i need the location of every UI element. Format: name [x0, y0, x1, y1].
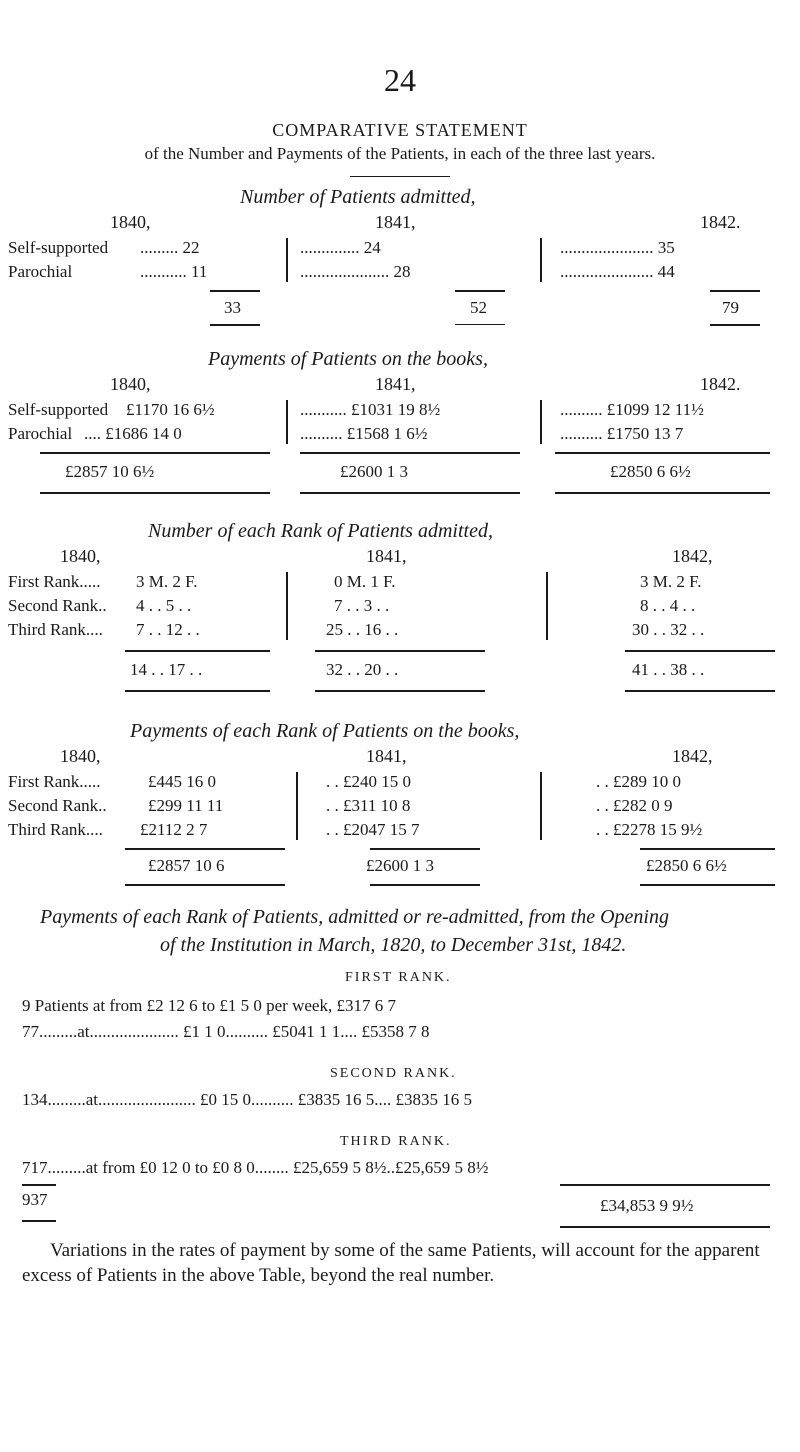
- sec2-sum-rule-2: [300, 452, 520, 454]
- sec1-row2-c2: ..................... 28: [300, 262, 411, 281]
- sec1-year-2: 1841,: [375, 212, 416, 232]
- sec3-row2-label: Second Rank..: [8, 596, 107, 615]
- second-rank-line: 134.........at....................... £0 15 0.......... £3835 16 5.... £3835 16 5: [22, 1090, 473, 1109]
- sec4-row1-c3: . . £289 10 0: [596, 772, 681, 791]
- sec3-end-rule-2: [315, 690, 485, 692]
- sec1-divider-1: [286, 238, 288, 282]
- sec1-sum-rule-3: [710, 290, 760, 292]
- sec4-sum-rule-2: [370, 848, 480, 850]
- sec2-row2-c2: .......... £1568 1 6½: [300, 424, 428, 443]
- first-rank-label: FIRST RANK.: [345, 970, 452, 985]
- sec3-end-rule-3: [625, 690, 775, 692]
- sec1-row1-label: Self-supported: [8, 238, 109, 257]
- sec2-end-rule-1: [40, 492, 270, 494]
- sec4-end-rule-3: [640, 884, 775, 886]
- sec3-divider-2: [546, 572, 548, 640]
- sec3-row2-c1: 4 . . 5 . .: [136, 596, 192, 615]
- sec4-total-1: £2857 10 6: [148, 856, 225, 875]
- sec4-row3-label: Third Rank....: [8, 820, 103, 839]
- sec3-year-3: 1842,: [672, 546, 713, 566]
- sec3-sum-rule-1: [125, 650, 270, 652]
- sec1-row1-c2: .............. 24: [300, 238, 381, 257]
- first-rank-line-1: 9 Patients at from £2 12 6 to £1 5 0 per week, £317 6 7: [22, 996, 396, 1015]
- sec3-row2-c3: 8 . . 4 . .: [640, 596, 696, 615]
- sec3-row1-label: First Rank.....: [8, 572, 101, 591]
- sec5-heading-line2: of the Institution in March, 1820, to December 31st, 1842.: [160, 934, 627, 956]
- sec2-end-rule-3: [555, 492, 770, 494]
- sec3-row3-c3: 30 . . 32 . .: [632, 620, 705, 639]
- sec1-year-1: 1840,: [110, 212, 151, 232]
- sec2-sum-rule-1: [40, 452, 270, 454]
- sec4-total-3: £2850 6 6½: [646, 856, 727, 875]
- sec3-total-1: 14 . . 17 . .: [130, 660, 203, 679]
- sec3-heading: Number of each Rank of Patients admitted,: [148, 520, 493, 542]
- sec3-row1-c1: 3 M. 2 F.: [136, 572, 198, 591]
- sec1-row1-c1: ......... 22: [140, 238, 200, 257]
- page-number: 24: [384, 62, 416, 98]
- sec4-row2-c3: . . £282 0 9: [596, 796, 673, 815]
- sec1-sum-rule-1: [210, 290, 260, 292]
- sec3-total-2: 32 . . 20 . .: [326, 660, 399, 679]
- page-title: COMPARATIVE STATEMENT: [272, 120, 528, 140]
- sec3-row3-c2: 25 . . 16 . .: [326, 620, 399, 639]
- sec3-row3-label: Third Rank....: [8, 620, 103, 639]
- sec2-total-2: £2600 1 3: [340, 462, 408, 481]
- second-rank-label: SECOND RANK.: [330, 1066, 457, 1081]
- sec2-year-3: 1842.: [700, 374, 741, 394]
- sec3-row3-c1: 7 . . 12 . .: [136, 620, 200, 639]
- sec4-row2-c2: . . £311 10 8: [326, 796, 411, 815]
- sec4-year-3: 1842,: [672, 746, 713, 766]
- first-rank-line-2: 77.........at..................... £1 1 0.......... £5041 1 1.... £5358 7 8: [22, 1022, 430, 1041]
- sec4-divider-2: [540, 772, 542, 840]
- sec3-sum-rule-3: [625, 650, 775, 652]
- sec4-divider-1: [296, 772, 298, 840]
- sec5-sum-rule: [560, 1184, 770, 1186]
- sec1-row2-c3: ...................... 44: [560, 262, 675, 281]
- third-rank-label: THIRD RANK.: [340, 1134, 452, 1149]
- sec2-sum-rule-3: [555, 452, 770, 454]
- sec1-row2-label: Parochial: [8, 262, 73, 281]
- sec1-divider-2: [540, 238, 542, 282]
- sec3-end-rule-1: [125, 690, 270, 692]
- sec4-row2-c1: £299 11 11: [148, 796, 224, 815]
- sec1-heading: Number of Patients admitted,: [240, 186, 476, 208]
- sec5-total-amount: £34,853 9 9½: [600, 1196, 694, 1215]
- sec5-total-count: 937: [22, 1190, 48, 1209]
- sec4-heading: Payments of each Rank of Patients on the books,: [130, 720, 520, 742]
- sec2-total-1: £2857 10 6½: [65, 462, 155, 481]
- sec2-row2-label: Parochial: [8, 424, 73, 443]
- sec1-sum-rule-2: [455, 290, 505, 292]
- sec2-row1-c1: £1170 16 6½: [126, 400, 215, 419]
- sec3-row2-c2: 7 . . 3 . .: [334, 596, 390, 615]
- sec2-row1-c3: .......... £1099 12 11½: [560, 400, 704, 419]
- sec5-end-rule: [560, 1226, 770, 1228]
- sec4-row3-c1: £2112 2 7: [140, 820, 208, 839]
- sec3-sum-rule-2: [315, 650, 485, 652]
- sec4-row3-c2: . . £2047 15 7: [326, 820, 420, 839]
- sec4-row2-label: Second Rank..: [8, 796, 107, 815]
- sec2-row2-c3: .......... £1750 13 7: [560, 424, 684, 443]
- sec4-total-2: £2600 1 3: [366, 856, 434, 875]
- sec4-year-1: 1840,: [60, 746, 101, 766]
- sec4-row1-c2: . . £240 15 0: [326, 772, 411, 791]
- sec2-divider-2: [540, 400, 542, 444]
- sec5-heading-line1: Payments of each Rank of Patients, admitted or re-admitted, from the Opening: [40, 906, 669, 928]
- sec2-total-3: £2850 6 6½: [610, 462, 691, 481]
- sec2-heading: Payments of Patients on the books,: [208, 348, 488, 370]
- sec4-row1-c1: £445 16 0: [148, 772, 216, 791]
- sec4-row1-label: First Rank.....: [8, 772, 101, 791]
- sec3-year-1: 1840,: [60, 546, 101, 566]
- sec2-row2-c1: .... £1686 14 0: [84, 424, 182, 443]
- sec1-row2-c1: ........... 11: [140, 262, 208, 281]
- sec1-end-rule-2: [455, 324, 505, 325]
- sec3-total-3: 41 . . 38 . .: [632, 660, 705, 679]
- sec4-sum-rule-1: [125, 848, 285, 850]
- sec1-total-1: 33: [224, 298, 241, 317]
- page-subtitle: of the Number and Payments of the Patients, in each of the three last years.: [144, 144, 656, 163]
- sec3-row1-c3: 3 M. 2 F.: [640, 572, 702, 591]
- sec1-total-2: 52: [470, 298, 487, 317]
- sec4-end-rule-1: [125, 884, 285, 886]
- sec4-row3-c3: . . £2278 15 9½: [596, 820, 703, 839]
- sec1-end-rule-3: [710, 324, 760, 326]
- sec4-year-2: 1841,: [366, 746, 407, 766]
- sec3-row1-c2: 0 M. 1 F.: [334, 572, 396, 591]
- sec2-row1-label: Self-supported: [8, 400, 109, 419]
- sec2-year-1: 1840,: [110, 374, 151, 394]
- sec5-count-end-rule: [22, 1220, 56, 1222]
- sec2-year-2: 1841,: [375, 374, 416, 394]
- title-rule: [350, 176, 450, 177]
- sec2-divider-1: [286, 400, 288, 444]
- sec1-year-3: 1842.: [700, 212, 741, 232]
- sec2-end-rule-2: [300, 492, 520, 494]
- sec4-end-rule-2: [370, 884, 480, 886]
- sec3-divider-1: [286, 572, 288, 640]
- sec1-end-rule-1: [210, 324, 260, 326]
- sec1-total-3: 79: [722, 298, 739, 317]
- sec3-year-2: 1841,: [366, 546, 407, 566]
- sec5-count-rule: [22, 1184, 56, 1186]
- sec4-sum-rule-3: [640, 848, 775, 850]
- sec1-row1-c3: ...................... 35: [560, 238, 675, 257]
- third-rank-line: 717.........at from £0 12 0 to £0 8 0........ £25,659 5 8½..£25,659 5 8½: [22, 1158, 489, 1177]
- sec2-row1-c2: ........... £1031 19 8½: [300, 400, 441, 419]
- note-paragraph: Variations in the rates of payment by some of the same Patients, will account for the apparent excess of Patients in the above Table, beyond the real number.: [22, 1240, 760, 1286]
